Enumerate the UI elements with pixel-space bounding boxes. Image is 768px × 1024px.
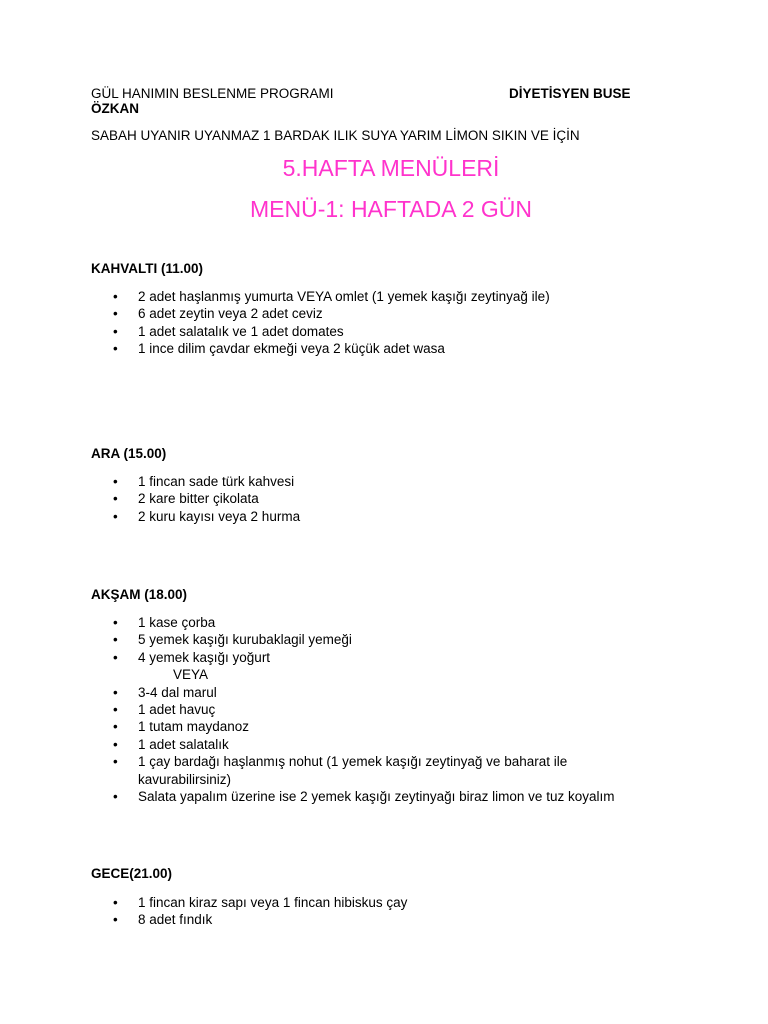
morning-instruction: SABAH UYANIR UYANMAZ 1 BARDAK ILIK SUYA YARIM LİMON SIKIN VE İÇİN xyxy=(91,128,580,143)
list-item: • 2 kare bitter çikolata xyxy=(113,491,259,507)
breakfast-list xyxy=(91,288,691,358)
list-item: • 8 adet fındık xyxy=(113,912,213,928)
list-item: • 1 adet havuç xyxy=(113,702,216,718)
list-item: • 2 adet haşlanmış yumurta VEYA omlet (1 yemek kaşığı zeytinyağ ile) xyxy=(113,289,550,304)
bullet-icon: • xyxy=(113,649,118,665)
list-item: • 1 tutam maydanoz xyxy=(113,719,250,735)
dietitian-surname: ÖZKAN xyxy=(91,101,139,116)
list-item: • 1 adet salatalık xyxy=(113,736,229,752)
section-title-dinner: AKŞAM (18.00) xyxy=(91,587,188,602)
bullet-icon: • xyxy=(113,789,118,805)
section-title-breakfast: KAHVALTI (11.00) xyxy=(91,261,204,276)
list-item: • 1 fincan kiraz sapı veya 1 fincan hibiskus çay xyxy=(113,895,408,910)
bullet-icon: • xyxy=(113,289,118,304)
bullet-icon: • xyxy=(113,341,118,357)
night-list xyxy=(91,894,691,929)
dietitian-name: DİYETİSYEN BUSE xyxy=(509,86,631,101)
bullet-icon: • xyxy=(113,508,118,524)
list-item: • 1 ince dilim çavdar ekmeği veya 2 küçük adet wasa xyxy=(113,341,445,357)
list-item-continuation: kavurabilirsiniz) xyxy=(138,771,232,787)
bullet-icon: • xyxy=(113,615,118,630)
bullet-icon: • xyxy=(113,912,118,928)
bullet-icon: • xyxy=(113,684,118,700)
bullet-icon: • xyxy=(113,754,118,770)
list-item: • 1 fincan sade türk kahvesi xyxy=(113,474,295,489)
list-item: • 2 kuru kayısı veya 2 hurma xyxy=(113,508,301,524)
bullet-icon: • xyxy=(113,474,118,489)
section-title-night: GECE(21.00) xyxy=(91,866,173,881)
bullet-icon: • xyxy=(113,491,118,507)
section-title-snack: ARA (15.00) xyxy=(91,446,167,461)
bullet-icon: • xyxy=(113,632,118,648)
list-item: • 1 kase çorba xyxy=(113,615,216,630)
bullet-icon: • xyxy=(113,736,118,752)
bullet-icon: • xyxy=(113,306,118,322)
list-item: • 3-4 dal marul xyxy=(113,684,217,700)
snack-list xyxy=(91,473,691,525)
week-title: 5.HAFTA MENÜLERİ xyxy=(282,155,500,181)
list-item: • 4 yemek kaşığı yoğurt xyxy=(113,649,271,665)
bullet-icon: • xyxy=(113,895,118,910)
list-item: • 1 çay bardağı haşlanmış nohut (1 yemek kaşığı zeytinyağ ve baharat ile xyxy=(113,754,568,770)
bullet-icon: • xyxy=(113,702,118,718)
menu-title: MENÜ-1: HAFTADA 2 GÜN xyxy=(250,196,532,222)
list-item: • 6 adet zeytin veya 2 adet ceviz xyxy=(113,306,323,322)
dinner-list xyxy=(91,614,691,805)
program-title: GÜL HANIMIN BESLENME PROGRAMI xyxy=(91,86,334,101)
list-item: • 1 adet salatalık ve 1 adet domates xyxy=(113,323,344,339)
list-item: • 5 yemek kaşığı kurubaklagil yemeği xyxy=(113,632,352,648)
list-item-alternative: VEYA xyxy=(173,667,209,683)
bullet-icon: • xyxy=(113,323,118,339)
list-item: • Salata yapalım üzerine ise 2 yemek kaşığı zeytinyağı biraz limon ve tuz koyalım xyxy=(113,789,615,805)
bullet-icon: • xyxy=(113,719,118,735)
